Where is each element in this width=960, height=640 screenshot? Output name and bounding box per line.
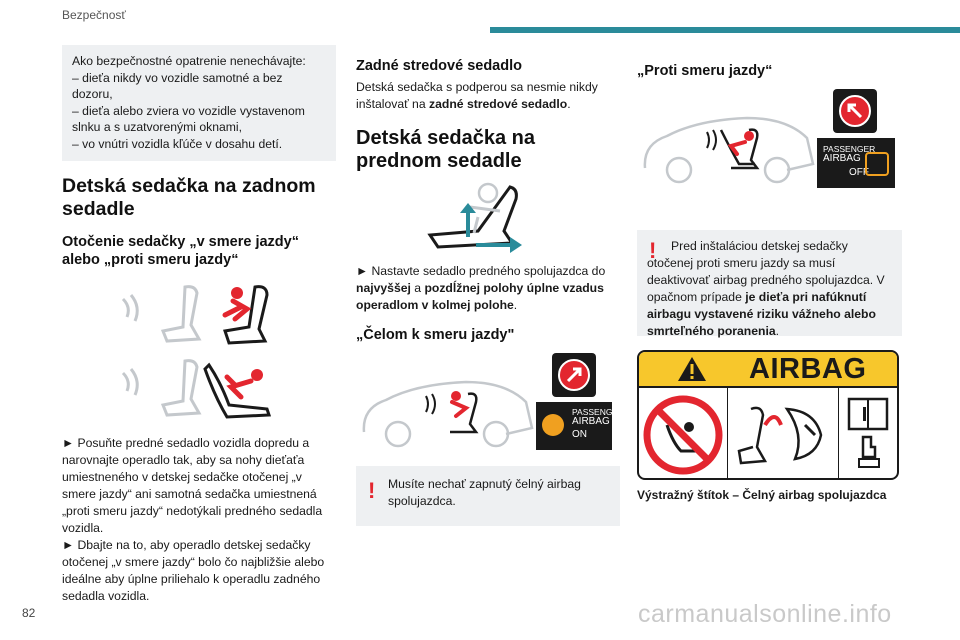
turn-seat-heading: Otočenie sedačky „v smere jazdy“ alebo „proti smeru jazdy“ <box>62 234 299 268</box>
adjust-bold-1: najvyššej <box>356 281 411 295</box>
airbag-on-warning <box>356 466 620 526</box>
panel-passenger-label: PASSENGER <box>823 144 876 154</box>
forward-facing-illustration <box>117 281 277 349</box>
label-caption: Výstražný štítok – Čelný airbag spolujazdca <box>637 488 887 502</box>
front-seat-heading: Detská sedačka na prednom sedadle <box>356 127 536 172</box>
note-line-1: Ako bezpečnostné opatrenie nenechávajte: <box>72 54 306 68</box>
airbag-on-warning-text: Musíte nechať zapnutý čelný airbag spolujazdca. <box>388 477 581 508</box>
bullet-arrow: ► <box>356 264 369 278</box>
center-text-part: Detská sedačka s podperou sa nesmie nikdy inštalovať na <box>356 80 598 111</box>
warning-mark-icon: ! <box>649 238 657 263</box>
panel-off-label: OFF <box>849 167 869 178</box>
airbag-warning-label <box>637 350 899 480</box>
note-line-3: – dieťa alebo zviera vo vozidle vystavenom slnku a s uzatvorenými oknami, <box>72 103 305 134</box>
rear-facing-illustration <box>117 357 277 421</box>
note-line-4: – vo vnútri vozidla kľúče v dosahu detí. <box>72 136 283 151</box>
panel-passenger-label: PASSENGER <box>572 407 625 417</box>
center-text-bold: zadné stredové sedadlo <box>429 97 568 111</box>
airbag-on-panel <box>536 402 625 450</box>
bullet-arrow: ► <box>62 538 75 552</box>
adjust-bold-2: pozdĺžnej polohy úplne vzadus operadlom v kolmej polohe <box>356 281 604 312</box>
page-number: 82 <box>22 606 36 620</box>
panel-airbag-label: AIRBAG <box>823 153 861 164</box>
center-seat-text <box>356 79 620 113</box>
label-header <box>639 352 897 388</box>
section-title: Bezpečnosť <box>62 8 126 22</box>
airbag-on-illustration <box>356 352 625 456</box>
step-1-paragraph <box>62 435 336 537</box>
step-2-text: Dbajte na to, aby operadlo detskej sedačky otočenej „v smere jazdy“ bolo čo najbližšie alebo ideálne aby úplne priliehalo k operadlu zadného sedadla vozidla. <box>62 538 325 603</box>
step-2-paragraph <box>62 537 336 605</box>
column-2 <box>356 57 625 526</box>
adjust-text-part-2: a <box>410 281 425 295</box>
read-manual-pictogram <box>839 388 897 480</box>
airbag-off-warning-bold: je dieťa pri nafúknutí airbagu vystavené riziku vážneho alebo smrteľného poranenia <box>647 290 876 338</box>
safety-note-box <box>62 45 336 161</box>
adjust-text-part: Nastavte sedadlo predného spolujazdca do <box>371 264 606 278</box>
airbag-off-illustration <box>637 88 902 192</box>
airbag-off-warning-text: Pred inštaláciou detskej sedačky otočenej proti smeru jazdy sa musí deaktivovať airbag predného spolujazdca. V opačnom prípade <box>647 239 885 304</box>
panel-airbag-label: AIRBAG <box>572 416 610 427</box>
warning-mark-icon: ! <box>368 478 376 503</box>
airbag-off-panel <box>817 138 895 188</box>
rear-facing-heading: „Proti smeru jazdy“ <box>637 63 773 79</box>
bullet-arrow: ► <box>62 436 75 450</box>
label-airbag-title: AIRBAG <box>749 353 867 385</box>
forward-facing-heading: „Čelom k smeru jazdy" <box>356 327 515 343</box>
step-1-text: Posuňte predné sedadlo vozidla dopredu a narovnajte operadlo tak, aby sa nohy dieťaťa umiestneného v detskej sedačke otočenej „v smere jazdy“ ani samotná sedačka umiestnená „proti smeru jazdy“ nedotýkali predného sedadla vozidla. <box>62 436 323 535</box>
seat-adjust-illustration <box>418 181 528 255</box>
center-text-end: . <box>567 97 571 111</box>
label-pictograms <box>639 388 897 480</box>
header-accent-bar <box>490 27 960 33</box>
no-rear-facing-pictogram <box>639 388 728 480</box>
note-line-2: – dieťa nikdy vo vozidle samotné a bez dozoru, <box>72 70 283 101</box>
watermark: carmanualsonline.info <box>638 600 892 628</box>
adjust-seat-text <box>356 263 620 314</box>
airbag-seat-pictogram <box>728 388 839 480</box>
column-1 <box>62 45 336 605</box>
airbag-off-warning-paragraph <box>647 238 892 340</box>
center-seat-heading: Zadné stredové sedadlo <box>356 58 522 74</box>
rear-seat-heading: Detská sedačka na zadnom sedadle <box>62 175 316 220</box>
panel-on-label: ON <box>572 429 587 440</box>
airbag-off-warning <box>637 230 902 336</box>
airbag-warning-icon <box>542 414 564 436</box>
adjust-text-end: . <box>513 298 518 312</box>
column-3 <box>637 62 902 502</box>
airbag-off-warning-end: . <box>775 324 780 338</box>
airbag-off-icon <box>865 152 889 176</box>
